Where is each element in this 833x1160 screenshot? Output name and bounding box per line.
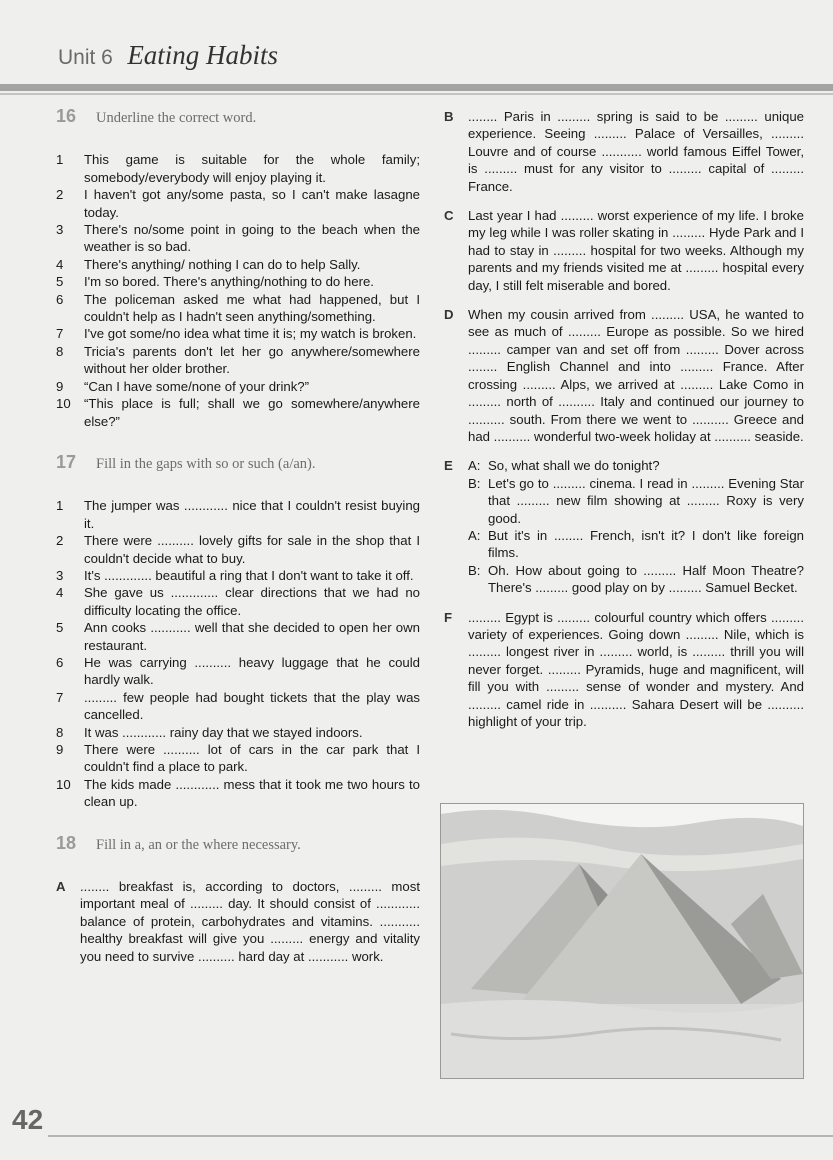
item-text: The policeman asked me what had happened, but I couldn't help as I hadn't seen anything/something.	[84, 291, 420, 325]
item-text: Tricia's parents don't let her go anywhere/somewhere without her older brother.	[84, 343, 420, 377]
item-text: There were .......... lot of cars in the car park that I couldn't find a place to park.	[84, 742, 420, 775]
exercise-number: 16	[56, 106, 77, 126]
item-number: 9	[56, 378, 64, 394]
speaker: B:	[468, 475, 481, 491]
exercise-item	[56, 619, 420, 654]
block-letter: D	[444, 307, 454, 323]
header-rule-thin	[0, 93, 833, 95]
item-text: There's no/some point in going to the beach when the weather is so bad.	[84, 222, 420, 255]
text-block-e	[444, 457, 804, 596]
exercise-instruction: Fill in a, an or the where necessary.	[96, 836, 301, 853]
exercise-item	[56, 256, 420, 273]
item-number: 1	[56, 498, 64, 514]
exercise-item	[56, 395, 420, 430]
text-block-b	[444, 108, 804, 195]
left-column	[56, 108, 420, 977]
item-text: I haven't got any/some pasta, so I can't make lasagne today.	[84, 187, 420, 220]
exercise-item	[56, 343, 420, 378]
exercise-item	[56, 532, 420, 567]
exercise-item	[56, 186, 420, 221]
item-text: It's ............. beautiful a ring that I don't want to take it off.	[84, 567, 414, 583]
exercise-instruction: Fill in the gaps with so or such (a/an).	[96, 455, 316, 472]
exercise-instruction: Underline the correct word.	[96, 110, 257, 126]
block-text: Last year I had ......... worst experience of my life. I broke my leg while I was roller skating in ......... Hyde Park and I had to stay in ......... hospital for two weeks. Although my parents and my friends visited me at ......... hospital every day, I still felt miserable and bored.	[468, 208, 804, 293]
item-number: 2	[56, 187, 64, 203]
exercise-item	[56, 325, 420, 342]
item-text: The kids made ............ mess that it took me two hours to clean up.	[84, 776, 420, 810]
exercise-17-items	[56, 497, 420, 810]
block-text: ........ Paris in ......... spring is said to be ......... unique experience. Seeing ......... Palace of Versailles, ......... Louvre and of course ........... world famous Eiffel Tower, is ......... must for any visitor to ......... capital of ......... France.	[468, 109, 804, 194]
exercise-item	[56, 273, 420, 290]
speaker: A:	[468, 458, 481, 474]
exercise-item	[56, 654, 420, 689]
item-number: 5	[56, 274, 64, 290]
dialog-line	[468, 562, 804, 597]
unit-header	[58, 40, 278, 71]
speaker: A:	[468, 527, 481, 543]
right-column	[444, 108, 804, 742]
pyramids-photo	[440, 803, 804, 1079]
item-text: I've got some/no idea what time it is; my watch is broken.	[84, 326, 417, 342]
block-letter: F	[444, 609, 453, 625]
item-number: 2	[56, 533, 64, 549]
exercise-item	[56, 497, 420, 532]
exercise-item	[56, 151, 420, 186]
item-number: 9	[56, 742, 64, 757]
item-text: ......... few people had bought tickets that the play was cancelled.	[84, 689, 420, 723]
exercise-item	[56, 221, 420, 256]
item-number: 6	[56, 291, 64, 307]
block-letter: C	[444, 208, 454, 224]
pyramids-illustration	[441, 804, 803, 1078]
item-number: 4	[56, 256, 64, 272]
exercise-number: 18	[56, 832, 77, 853]
item-text: “This place is full; shall we go somewhere/anywhere else?”	[84, 396, 420, 429]
dialog-line	[468, 457, 804, 474]
text-block-c	[444, 207, 804, 294]
block-letter: E	[444, 458, 453, 474]
item-text: This game is suitable for the whole family; somebody/everybody will enjoy playing it.	[84, 152, 420, 185]
exercise-number: 17	[56, 451, 77, 472]
dialog-text: But it's in ........ French, isn't it? I don't like foreign films.	[488, 527, 804, 561]
item-number: 4	[56, 585, 64, 601]
dialog-text: Let's go to ......... cinema. I read in ......... Evening Star that ......... new film showing at ......... Roxy is very good.	[488, 475, 804, 526]
item-number: 3	[56, 222, 64, 238]
item-text: She gave us ............. clear directions that we had no difficulty locating the office.	[84, 585, 420, 618]
exercise-item	[56, 378, 420, 395]
item-text: The jumper was ............ nice that I couldn't resist buying it.	[84, 498, 420, 531]
exercise-16-heading	[56, 108, 420, 127]
dialog-text: So, what shall we do tonight?	[488, 458, 660, 474]
footer-rule	[48, 1135, 833, 1137]
block-text: ........ breakfast is, according to doctors, ......... most important meal of ......... day. It should consist of ............ balance of protein, carbohydrates and vitamins. ........... healthy breakfast will give you ......... energy and vitality you need to survive .......... hard day at ........... work.	[80, 879, 420, 964]
item-number: 8	[56, 724, 64, 740]
exercise-item	[56, 724, 420, 741]
item-number: 3	[56, 567, 64, 583]
item-text: Ann cooks ........... well that she decided to open her own restaurant.	[84, 620, 420, 653]
page-number: 42	[12, 1104, 44, 1135]
item-number: 8	[56, 343, 64, 359]
dialog-text: Oh. How about going to ......... Half Moon Theatre? There's ......... good play on by ......... Samuel Becket.	[488, 562, 804, 596]
item-number: 5	[56, 620, 64, 636]
block-letter: B	[444, 109, 454, 124]
exercise-17-heading	[56, 451, 420, 473]
text-block-f	[444, 609, 804, 731]
exercise-16-items	[56, 151, 420, 430]
speaker: B:	[468, 562, 481, 578]
item-text: I'm so bored. There's anything/nothing to do here.	[84, 274, 374, 290]
block-text: When my cousin arrived from ......... USA, he wanted to see as much of ......... Europe as possible. So we hired ......... camper van and set off from ......... Dover across ........ English Channel and into ......... France. After crossing ......... Alps, we arrived at ......... Lake Como in ......... north of .......... Italy and continued our journey to .......... south. From there we went to .......... Greece and had .......... wonderful two-week holiday at .......... seaside.	[468, 307, 804, 444]
dialog-line	[468, 527, 804, 562]
exercise-item	[56, 567, 420, 584]
exercise-item	[56, 291, 420, 326]
item-number: 6	[56, 654, 64, 670]
block-text: ......... Egypt is ......... colourful country which offers ......... variety of experiences. Going down ......... Nile, which is ......... longest river in ......... world, is ......... thrill you will never forget. ......... Pyramids, huge and magnificent, will fill you with ......... sense of wonder and mystery. And ......... camel ride in .......... Sahara Desert will be .......... highlight of your trip.	[468, 609, 804, 729]
item-text: He was carrying .......... heavy luggage that he could hardly walk.	[84, 654, 420, 688]
item-number: 10	[56, 396, 71, 412]
item-number: 7	[56, 326, 64, 342]
item-number: 1	[56, 152, 64, 168]
unit-label: Unit 6	[58, 46, 113, 69]
unit-title: Eating Habits	[127, 40, 279, 70]
exercise-item	[56, 776, 420, 811]
exercise-item	[56, 689, 420, 724]
item-text: There's anything/ nothing I can do to help Sally.	[84, 256, 361, 272]
item-text: There were .......... lovely gifts for sale in the shop that I couldn't decide what to buy.	[84, 533, 420, 566]
item-text: It was ............ rainy day that we stayed indoors.	[84, 724, 363, 740]
item-text: “Can I have some/none of your drink?”	[84, 378, 310, 394]
item-number: 7	[56, 689, 64, 705]
text-block-a	[56, 878, 420, 965]
exercise-item	[56, 584, 420, 619]
dialog-line	[468, 475, 804, 527]
text-block-d	[444, 306, 804, 445]
exercise-item	[56, 741, 420, 776]
dialog	[468, 457, 804, 596]
header-rule	[0, 84, 833, 91]
block-letter: A	[56, 879, 66, 895]
item-number: 10	[56, 776, 71, 792]
exercise-18-heading	[56, 832, 420, 854]
